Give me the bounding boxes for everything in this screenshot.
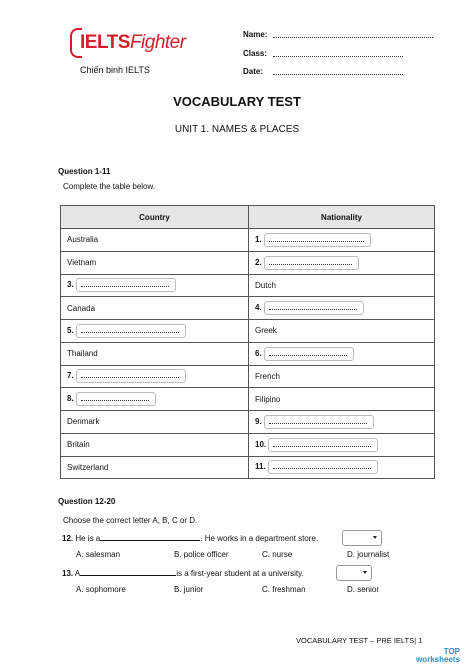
nationality-cell bbox=[249, 456, 435, 479]
answer-input[interactable] bbox=[76, 392, 156, 406]
option-a: A. salesman bbox=[76, 550, 121, 559]
country-cell bbox=[61, 365, 249, 388]
question-12 bbox=[62, 533, 318, 543]
chevron-down-icon bbox=[373, 536, 377, 539]
question-blank-line bbox=[100, 533, 200, 541]
name-label: Name: bbox=[243, 30, 268, 39]
option-d: D. journalist bbox=[347, 550, 390, 559]
nationality-cell bbox=[249, 388, 435, 411]
table-row bbox=[61, 251, 435, 274]
question-text-before: A bbox=[74, 569, 81, 578]
country-cell bbox=[61, 229, 249, 252]
item-number: 1. bbox=[255, 234, 262, 244]
nationality-cell bbox=[249, 251, 435, 274]
answer-input[interactable] bbox=[264, 301, 364, 315]
country-cell bbox=[61, 388, 249, 411]
table-row bbox=[61, 320, 435, 343]
country-name: Switzerland bbox=[67, 462, 109, 472]
question-13 bbox=[62, 568, 304, 578]
date-field bbox=[243, 67, 263, 76]
option-c: C. freshman bbox=[262, 585, 306, 594]
nationality-cell bbox=[249, 274, 435, 297]
option-b: B. junior bbox=[174, 585, 204, 594]
country-name: Denmark bbox=[67, 417, 100, 427]
class-label: Class: bbox=[243, 49, 268, 58]
country-name: Thailand bbox=[67, 349, 98, 359]
date-dotted-line bbox=[273, 74, 403, 75]
table-row bbox=[61, 411, 435, 434]
column-header-nationality: Nationality bbox=[249, 206, 435, 229]
table-row bbox=[61, 342, 435, 365]
answer-input[interactable] bbox=[268, 438, 378, 452]
item-number: 8. bbox=[67, 394, 74, 404]
nationality-cell bbox=[249, 342, 435, 365]
nationality-cell bbox=[249, 297, 435, 320]
answer-input[interactable] bbox=[76, 324, 186, 338]
logo-tagline: Chiến binh IELTS bbox=[80, 65, 150, 75]
table-row bbox=[61, 274, 435, 297]
item-number: 9. bbox=[255, 416, 262, 426]
item-number: 4. bbox=[255, 303, 262, 313]
nationality-name: Filipino bbox=[255, 394, 281, 404]
question-text-before: He is a bbox=[75, 534, 101, 543]
nationality-cell bbox=[249, 411, 435, 434]
name-field bbox=[243, 30, 267, 39]
item-number: 3. bbox=[67, 280, 74, 290]
chevron-down-icon bbox=[363, 571, 367, 574]
topworksheets-watermark: TOP worksheets bbox=[416, 647, 461, 664]
country-cell bbox=[61, 342, 249, 365]
country-cell bbox=[61, 456, 249, 479]
item-number: 5. bbox=[67, 325, 74, 335]
nationality-name: French bbox=[255, 371, 280, 381]
answer-dropdown-13[interactable] bbox=[336, 565, 372, 581]
section1-heading: Question 1-11 bbox=[58, 167, 111, 176]
date-label: Date: bbox=[243, 67, 264, 76]
answer-input[interactable] bbox=[264, 233, 371, 247]
section2-instruction: Choose the correct letter A, B, C or D. bbox=[63, 516, 198, 525]
country-cell bbox=[61, 251, 249, 274]
nationality-cell bbox=[249, 320, 435, 343]
item-number: 10. bbox=[255, 439, 267, 449]
country-name: Vietnam bbox=[67, 258, 97, 268]
answer-input[interactable] bbox=[264, 415, 374, 429]
country-name: Australia bbox=[67, 235, 99, 245]
option-b: B. police officer bbox=[174, 550, 229, 559]
nationality-name: Dutch bbox=[255, 280, 276, 290]
class-dotted-line bbox=[273, 56, 403, 57]
section1-instruction: Complete the table below. bbox=[63, 182, 156, 191]
name-dotted-line bbox=[273, 37, 433, 38]
answer-input[interactable] bbox=[268, 460, 378, 474]
option-c: C. nurse bbox=[262, 550, 293, 559]
answer-input[interactable] bbox=[264, 256, 359, 270]
page-footer: VOCABULARY TEST – PRE IELTS| 1 bbox=[296, 636, 423, 645]
country-nationality-table bbox=[60, 205, 435, 479]
country-cell bbox=[61, 320, 249, 343]
country-cell bbox=[61, 274, 249, 297]
table-row bbox=[61, 229, 435, 252]
question-text-after: . He works in a department store. bbox=[200, 534, 319, 543]
nationality-cell bbox=[249, 365, 435, 388]
logo-wordmark: IELTSFighter bbox=[80, 32, 186, 53]
column-header-country: Country bbox=[61, 206, 249, 229]
country-cell bbox=[61, 297, 249, 320]
question-number: 12. bbox=[62, 534, 74, 543]
section2-heading: Question 12-20 bbox=[58, 497, 116, 506]
answer-input[interactable] bbox=[264, 347, 354, 361]
country-name: Canada bbox=[67, 303, 96, 313]
answer-dropdown-12[interactable] bbox=[342, 530, 382, 546]
nationality-name: Greek bbox=[255, 326, 277, 336]
nationality-cell bbox=[249, 229, 435, 252]
country-cell bbox=[61, 433, 249, 456]
option-a: A. sophomore bbox=[76, 585, 126, 594]
item-number: 2. bbox=[255, 257, 262, 267]
nationality-cell bbox=[249, 433, 435, 456]
question-number: 13. bbox=[62, 569, 74, 578]
answer-input[interactable] bbox=[76, 369, 186, 383]
class-field bbox=[243, 49, 267, 58]
table-row bbox=[61, 456, 435, 479]
item-number: 11. bbox=[255, 462, 266, 472]
table-row bbox=[61, 297, 435, 320]
page-subtitle: UNIT 1. NAMES & PLACES bbox=[174, 124, 300, 135]
answer-input[interactable] bbox=[76, 278, 176, 292]
table-row bbox=[61, 388, 435, 411]
question-blank-line bbox=[80, 568, 176, 576]
table-row bbox=[61, 365, 435, 388]
ielts-fighter-logo bbox=[70, 28, 220, 80]
country-cell bbox=[61, 411, 249, 434]
table-header-row bbox=[61, 206, 435, 229]
country-name: Britain bbox=[67, 440, 90, 450]
page-title: VOCABULARY TEST bbox=[173, 94, 301, 109]
item-number: 7. bbox=[67, 371, 74, 381]
table-row bbox=[61, 433, 435, 456]
question-text-after: is a first-year student at a university. bbox=[176, 569, 304, 578]
option-d: D. senior bbox=[347, 585, 380, 594]
item-number: 6. bbox=[255, 348, 262, 358]
